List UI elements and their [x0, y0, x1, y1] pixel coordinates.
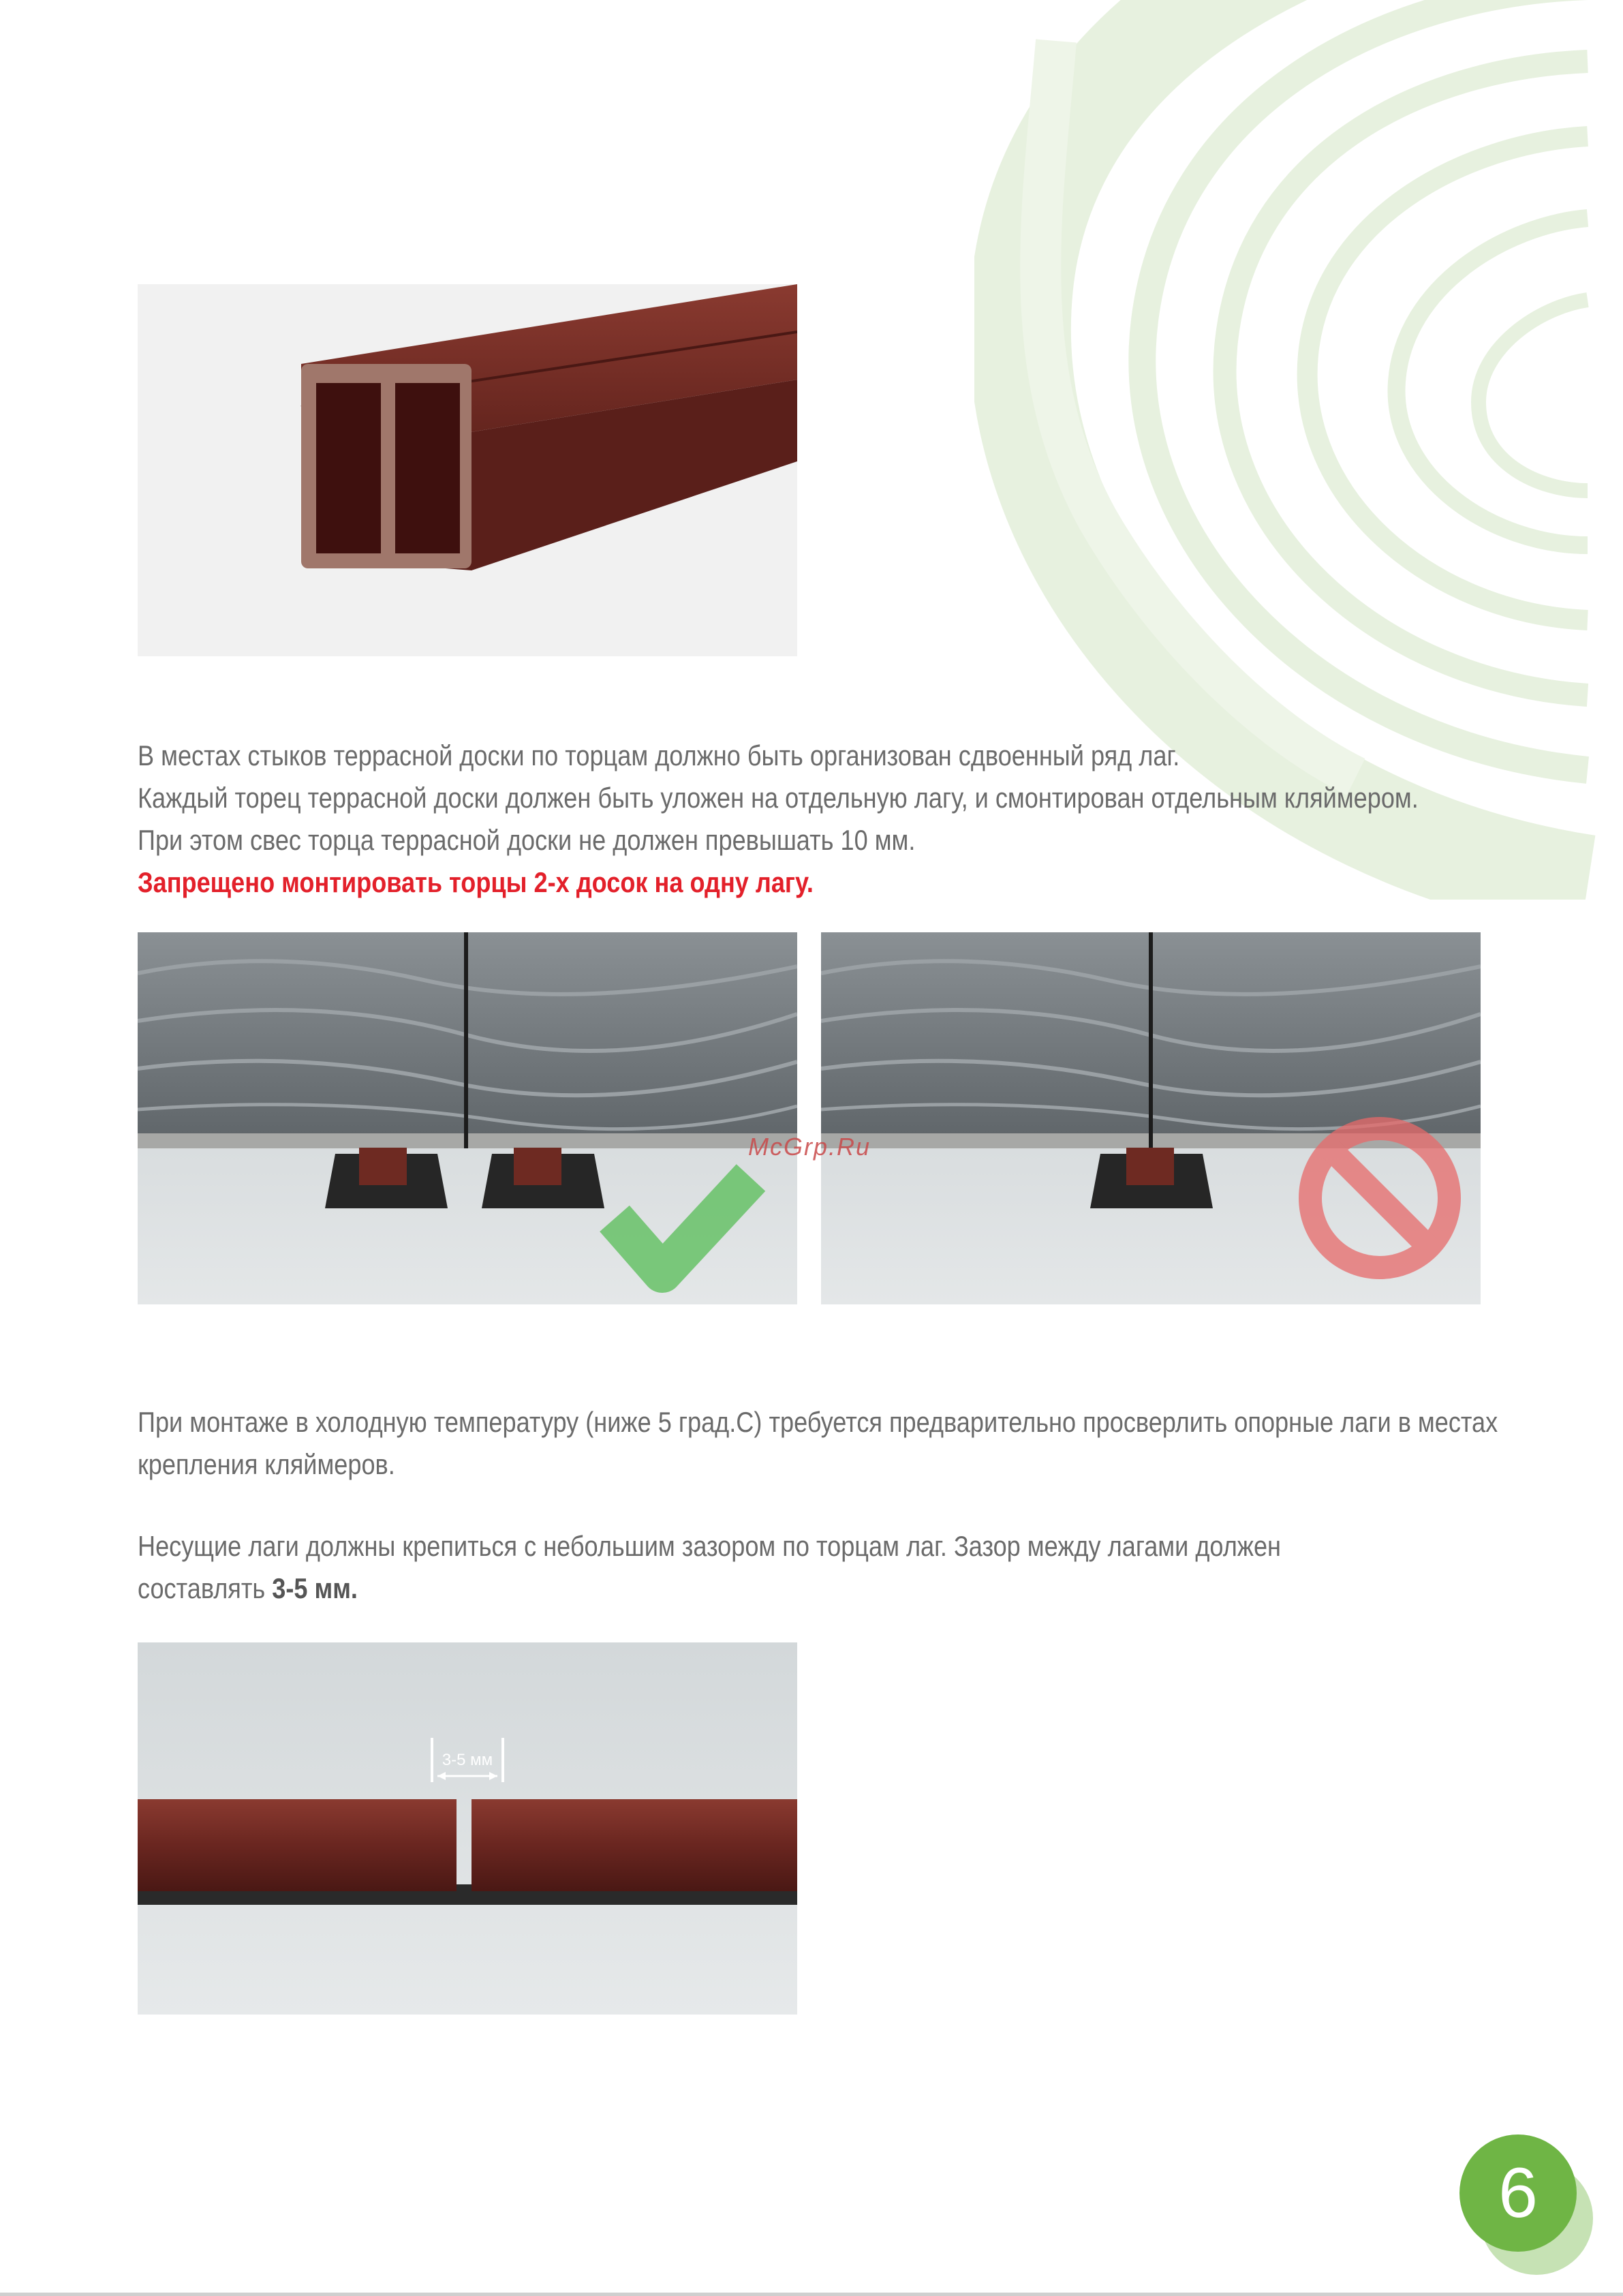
gap-value-text: 3-5 мм. — [272, 1572, 358, 1604]
cold-temperature-paragraph — [138, 1401, 1498, 1486]
gap-prefix-text: составлять — [138, 1572, 273, 1604]
joist-gap-paragraph — [138, 1525, 1281, 1610]
instruction-line: В местах стыков террасной доски по торцам должно быть организован сдвоенный ряд лаг. — [138, 739, 1180, 771]
instruction-line: При монтаже в холодную температуру (ниже 5 град.С) требуется предварительно просверлить опорные лаги в местах — [138, 1406, 1498, 1438]
joist-profile-image — [138, 284, 797, 656]
instruction-line — [138, 1567, 1281, 1610]
instruction-line: крепления кляймеров. — [138, 1448, 395, 1480]
gap-label: 3-5 мм — [442, 1751, 493, 1769]
instruction-line: Каждый торец террасной доски должен быть уложен на отдельную лагу, и смонтирован отдельным кляймером. — [138, 782, 1419, 814]
correct-installation-image — [138, 932, 797, 1304]
joint-instructions-paragraph — [138, 735, 1419, 904]
instruction-line: Несущие лаги должны крепиться с небольшим зазором по торцам лаг. Зазор между лагами должен — [138, 1530, 1281, 1562]
instruction-line: При этом свес торца террасной доски не должен превышать 10 мм. — [138, 824, 916, 856]
warning-text: Запрещено монтировать торцы 2-х досок на одну лагу. — [138, 866, 814, 898]
page-number-badge: 6 — [1459, 2134, 1577, 2252]
footer-divider — [0, 2293, 1623, 2296]
joist-gap-image — [138, 1642, 797, 2015]
watermark-text: McGrp.Ru — [748, 1133, 871, 1161]
wrong-installation-image — [821, 932, 1481, 1304]
